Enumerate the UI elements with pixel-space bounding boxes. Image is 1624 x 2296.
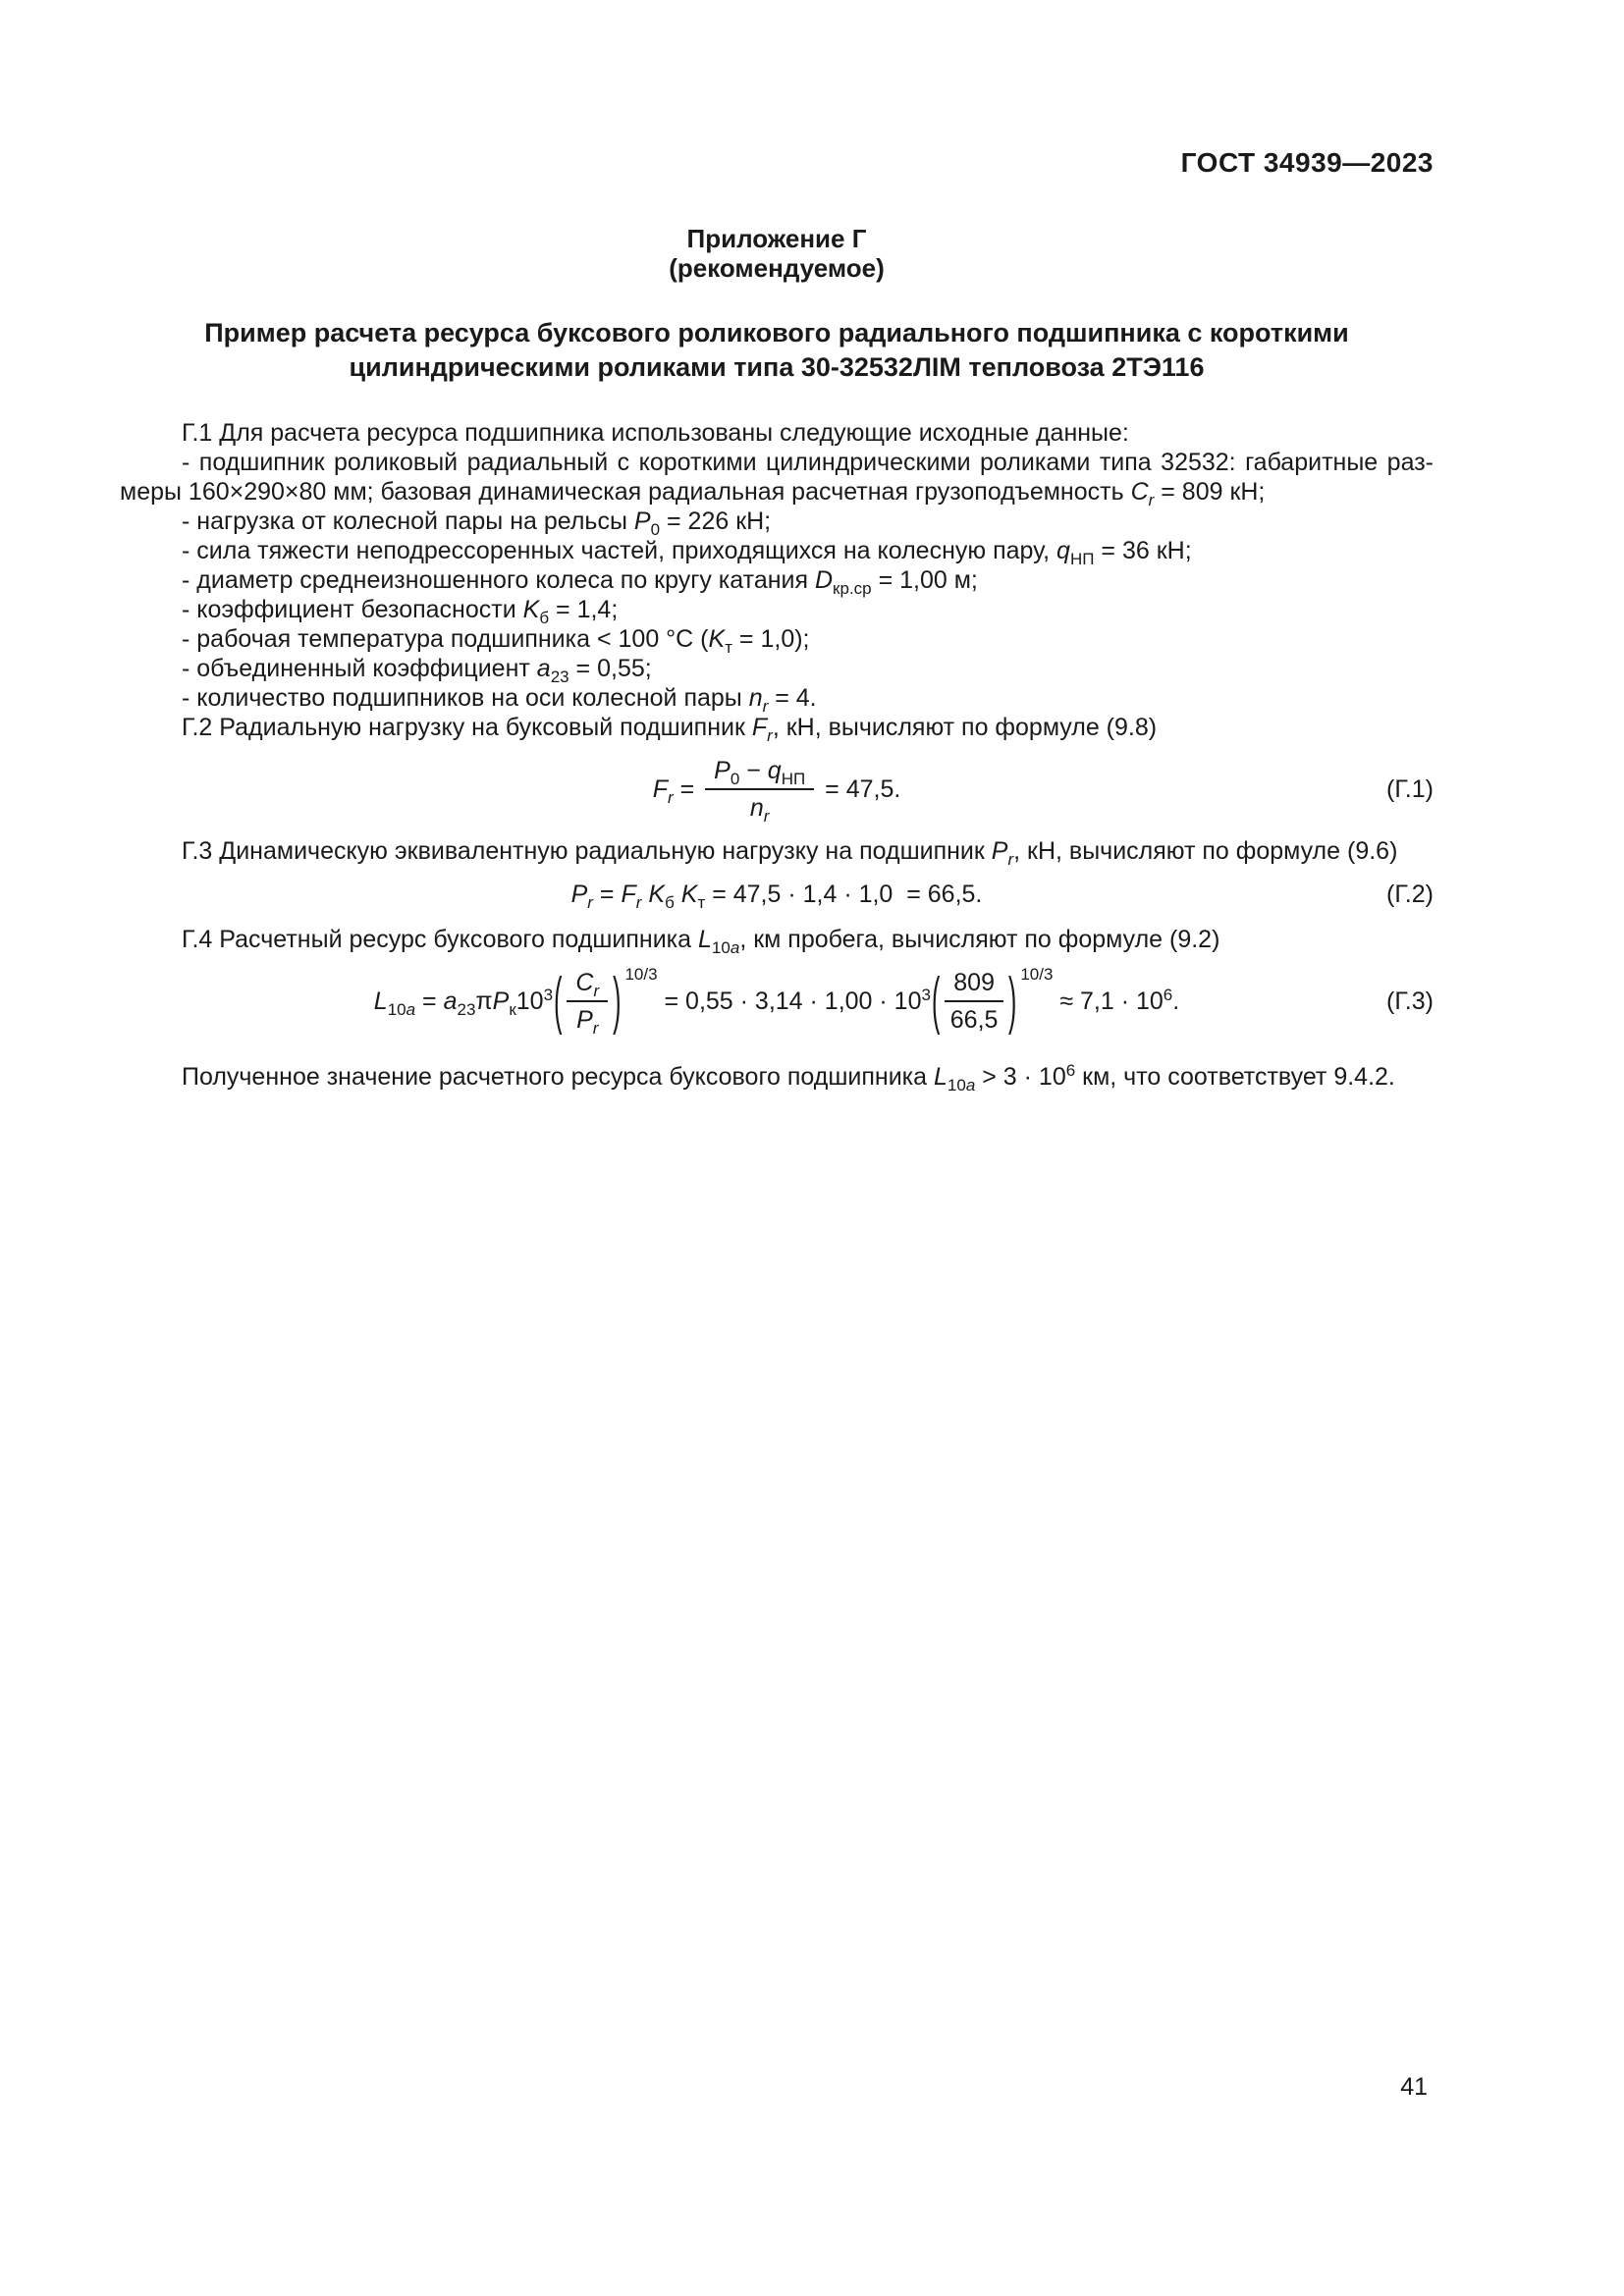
right-paren-icon: ) (613, 966, 622, 1038)
annex-heading (120, 224, 1434, 283)
paren-group-809: ( $\frac{809}{66,5}$ ) 10/3 (931, 968, 1053, 1035)
formula-label-g1: (Г.1) (1386, 775, 1434, 803)
fraction-denominator: 66,5 (949, 1006, 999, 1035)
left-paren-icon: ( (931, 966, 941, 1038)
list-item-wheel-load: - нагрузка от колесной пары на рельсы $P_0 = 226$ кН; (182, 507, 772, 539)
list-item-bearing-count: - количество подшипников на оси колесной пары $n_r = 4$. (182, 684, 817, 716)
formula-g3-rhs: ≈ $7,1 \cdot 10^6$. (1053, 986, 1180, 1016)
left-paren-icon: ( (554, 966, 563, 1038)
paragraph-g3: Г.3 Динамическую эквивалентную радиальную нагрузку на подшипник $P_r$, кН, вычисляют по формуле (9.6) (182, 837, 1398, 869)
list-item-coefficient-a23: - объединенный коэффициент $a_{23} = 0,55$; (182, 655, 652, 686)
document-title-line2: цилиндрическими роликами типа 30-32532ЛIМ тепловоза 2ТЭ116 (349, 352, 1205, 382)
formula-g3-lhs: $L_{10a} = a_{23}\pi P_к10^3$ (373, 986, 554, 1020)
document-title-line1: Пример расчета ресурса буксового роликового радиального подшипника с короткими (204, 318, 1349, 347)
formula-g2 (120, 880, 1434, 913)
paragraph-g1-intro: Г.1 Для расчета ресурса подшипника использованы следующие исходные данные: (182, 419, 1129, 447)
fraction-numerator: $C_r$ (567, 968, 608, 1002)
fraction (705, 756, 814, 826)
standard-number: ГОСТ 34939—2023 (1180, 147, 1434, 178)
list-item-wheel-diameter: - диаметр среднеизношенного колеса по кругу катания $D_{кр.ср} = 1,00$ м; (182, 566, 978, 598)
formula-g1-lhs: $F_r$ = (652, 775, 702, 807)
formula-label-g2: (Г.2) (1386, 881, 1434, 909)
list-item-unsprung-weight: - сила тяжести неподрессоренных частей, приходящихся на колесную пару, $q_{НП} = 36$ кН; (182, 537, 1192, 568)
list-item-temperature: - рабочая температура подшипника < 100 °С $(K_т = 1,0)$; (182, 625, 810, 657)
formula-g1-rhs: = 47,5. (818, 775, 901, 803)
fraction-denominator: $n_r$ (749, 794, 770, 826)
list-item-bearing-line1: - подшипник роликовый радиальный с короткими цилиндрическими роликами типа 32532: габаритные раз- (182, 449, 1434, 476)
body-text (120, 418, 1434, 1095)
document-title (120, 316, 1434, 385)
list-item-safety-factor: - коэффициент безопасности $K_б = 1,4$; (182, 596, 619, 627)
fraction (567, 968, 608, 1039)
formula-g2-expression (570, 880, 983, 913)
fraction-denominator: $P_r$ (576, 1006, 599, 1039)
paragraph-g2: Г.2 Радиальную нагрузку на буксовый подшипник $F_r$, кН, вычисляют по формуле (9.8) (182, 714, 1158, 745)
annex-label: Приложение Г (686, 224, 867, 253)
fraction (945, 968, 1003, 1035)
fraction-numerator: 809 (945, 968, 1003, 1002)
page-number: 41 (1400, 2073, 1428, 2101)
formula-g3 (120, 965, 1434, 1039)
right-paren-icon: ) (1007, 966, 1017, 1038)
formula-g1 (120, 756, 1434, 826)
formula-label-g3: (Г.3) (1386, 988, 1434, 1016)
paragraph-g4: Г.4 Расчетный ресурс буксового подшипника $L_{10a}$, км пробега, вычисляют по формуле (9.2) (182, 926, 1220, 958)
formula-g2-body: $P_r = F_r$ $K_б$ $K_т = 47,5 \cdot 1,4 \cdot 1,0 = 66,5$. (570, 881, 983, 913)
list-item-bearing-line2: меры 160×290×80 мм; базовая динамическая радиальная расчетная грузоподъемность $C_r = 809$ кН; (120, 478, 1266, 509)
formula-g1-expression (652, 756, 901, 826)
formula-g3-mid: = $0,55 \cdot 3,14 \cdot 1,00 \cdot 10^3$ (657, 986, 931, 1016)
paren-group-cr-pr: ( $\frac{C_r}{P_r}$ ) 10/3 (554, 965, 658, 1039)
fraction-numerator: $P_0 - q_{НП}$ (705, 756, 814, 790)
paragraph-conclusion: Полученное значение расчетного ресурса буксового подшипника $L_{10a} > 3 \cdot 10^6$ км, что соответствует 9.4.2. (182, 1061, 1395, 1095)
formula-g3-expression (373, 965, 1180, 1039)
annex-note: (рекомендуемое) (669, 253, 885, 283)
